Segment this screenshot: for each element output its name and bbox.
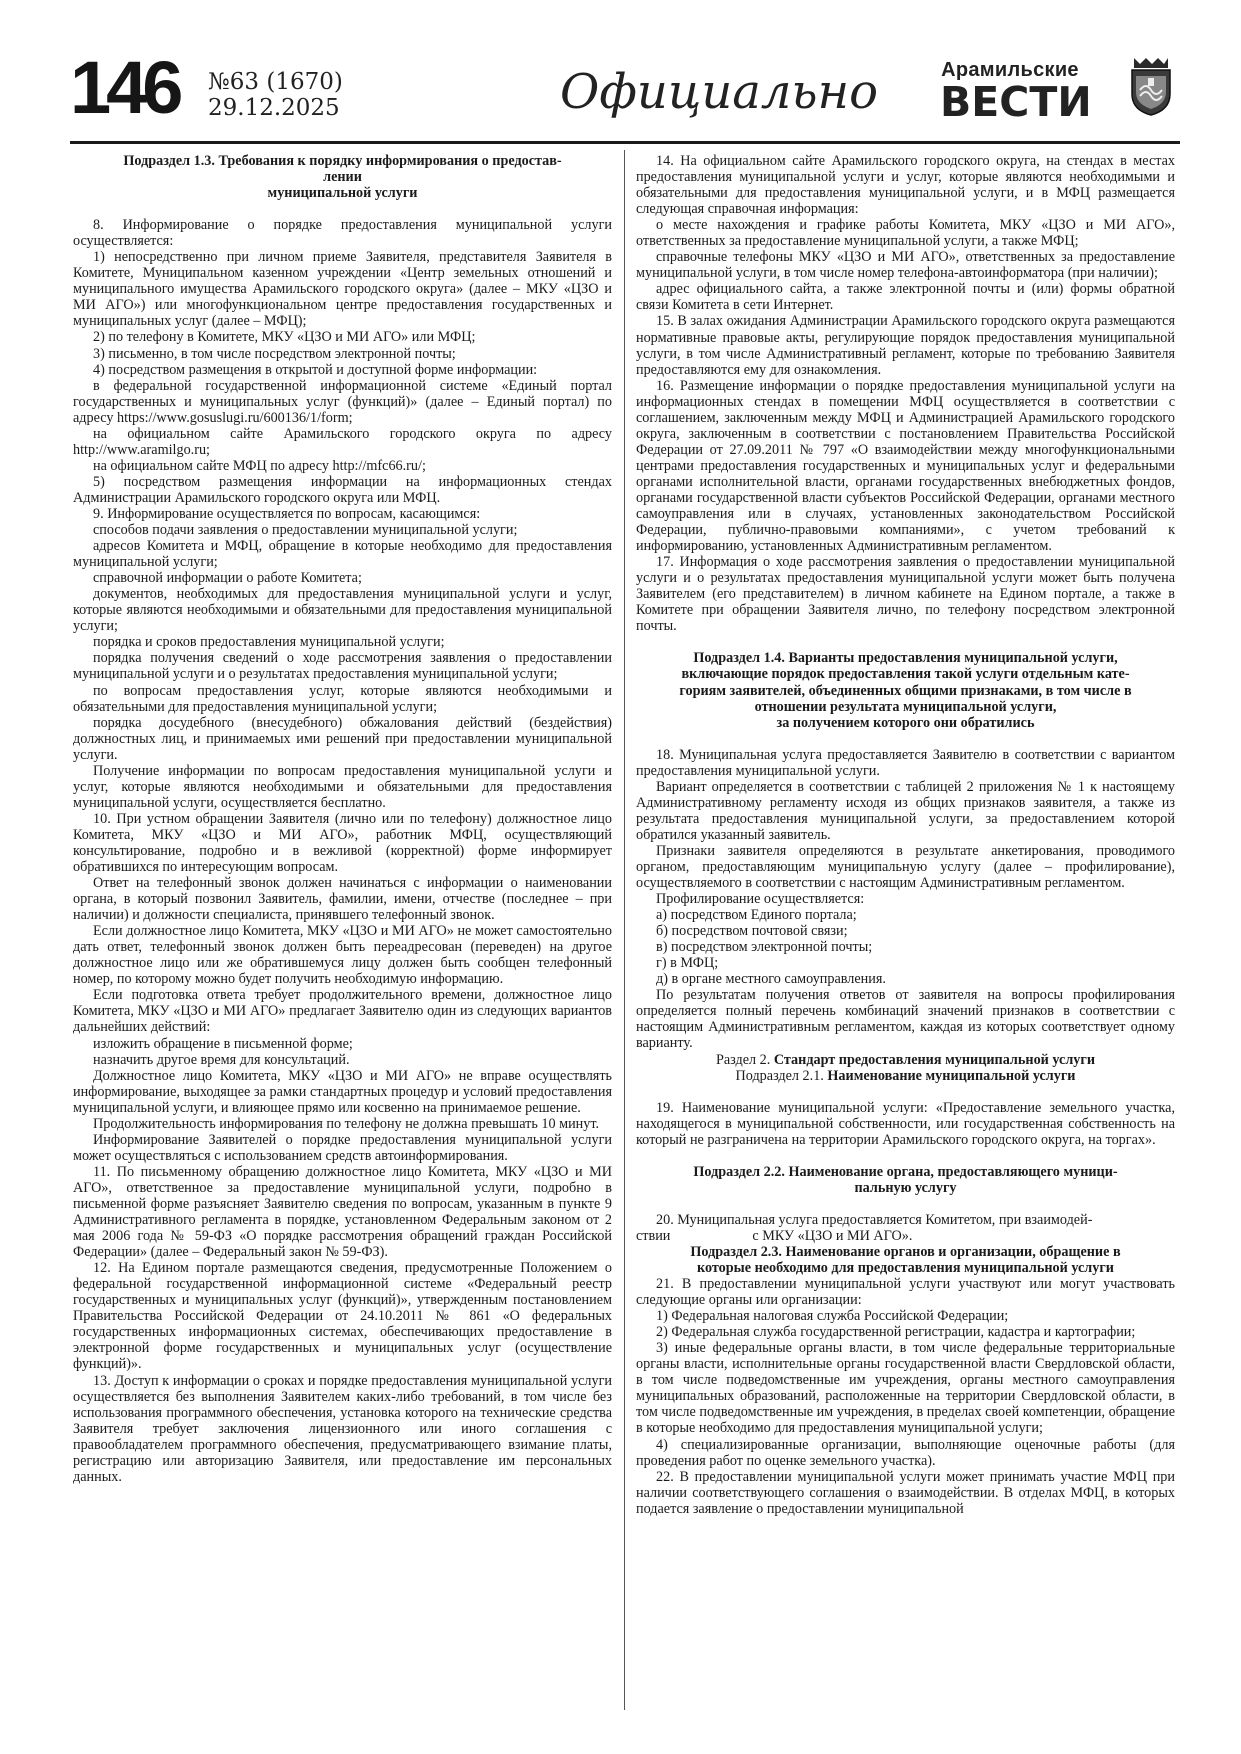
paragraph-14-b: справочные телефоны МКУ «ЦЗО и МИ АГО», ответственных за предоставление муниципальной услуги, в том числе номер телефона-автоинформатора (при наличии); bbox=[636, 249, 1175, 282]
paragraph-10-g: Продолжительность информирования по телефону не должна превышать 10 минут. bbox=[93, 1115, 600, 1132]
paragraph-18-c: Профилирование осуществляется: bbox=[656, 891, 865, 908]
paragraph-9-f: порядка получения сведений о ходе рассмотрения заявления о предоставлении муниципальной услуги и о результатах предоставления муниципальной услуги; bbox=[73, 650, 612, 683]
paragraph-18-c5: д) в органе местного самоуправления. bbox=[656, 971, 886, 988]
subsection-1-4-heading: Подраздел 1.4. Варианты предоставления муниципальной услуги, включающие порядок предоставления такой услуги отдельным кате- гориям заявителей, объединенных общими признаками, в том числе в отношении результата муниципальной услуги, за получением которого они обратились bbox=[679, 650, 1132, 731]
coat-of-arms-icon bbox=[1126, 56, 1176, 116]
paragraph-18: 18. Муниципальная услуга предоставляется Заявителю в соответствии с вариантом предоставления муниципальной услуги. bbox=[636, 746, 1175, 779]
paragraph-9-c: справочной информации о работе Комитета; bbox=[93, 570, 362, 587]
section-title: Официально bbox=[560, 64, 879, 120]
paragraph-8-4a: в федеральной государственной информационной системе «Единый портал государственных и муниципальных услуг (функций)» (далее – Единый портал) по адресу https://www.gosuslugi.ru/600136/1/form; bbox=[73, 377, 612, 426]
paragraph-18-c2: б) посредством почтовой связи; bbox=[656, 923, 848, 940]
paragraph-8-3: 3) письменно, в том числе посредством электронной почты; bbox=[93, 345, 456, 362]
paragraph-9: 9. Информирование осуществляется по вопросам, касающимся: bbox=[93, 505, 481, 522]
paragraph-8-4c: на официальном сайте МФЦ по адресу http://mfc66.ru/; bbox=[93, 457, 426, 474]
paragraph-21-1: 1) Федеральная налоговая служба Российской Федерации; bbox=[656, 1308, 1009, 1325]
paragraph-21-4: 4) специализированные организации, выполняющие оценочные работы (для проведения работ по оценке земельного участка). bbox=[636, 1436, 1175, 1469]
masthead-main-line: ВЕСТИ bbox=[940, 78, 1092, 126]
paragraph-15: 15. В залах ожидания Администрации Арамильского городского округа размещаются нормативные правовые акты, регулирующие порядок предоставления муниципальной услуги, в том числе Административный регламент, которые по требованию Заявителя предоставляются ему для ознакомления. bbox=[636, 313, 1175, 378]
subsection-1-3-heading: Подраздел 1.3. Требования к порядку информирования о предостав- лении муниципальной услуги bbox=[123, 153, 562, 202]
newspaper-masthead bbox=[940, 59, 1092, 126]
paragraph-20: 20. Муниципальная услуга предоставляется Комитетом, при взаимодей- ствии с МКУ «ЦЗО и МИ АГО». bbox=[636, 1211, 1093, 1244]
paragraph-10-d: изложить обращение в письменной форме; bbox=[93, 1035, 353, 1052]
paragraph-10-f: Должностное лицо Комитета, МКУ «ЦЗО и МИ АГО» не вправе осуществлять информирование, выходящее за рамки стандартных процедур и условий предоставления муниципальной услуги, и влияющее прямо или косвенно на принимаемое решение. bbox=[73, 1067, 612, 1116]
paragraph-18-d: По результатам получения ответов от заявителя на вопросы профилирования определяется полный перечень комбинаций значений признаков в соответствии с настоящим Административным регламентом, каждая из которых соответствует одному варианту. bbox=[636, 987, 1175, 1052]
paragraph-8: 8. Информирование о порядке предоставления муниципальной услуги осуществляется: bbox=[73, 217, 612, 250]
paragraph-9-i: Получение информации по вопросам предоставления муниципальной услуги и услуг, которые являются необходимыми и обязательными для предоставления муниципальной услуги, осуществляется бесплатно. bbox=[73, 762, 612, 811]
paragraph-17: 17. Информация о ходе рассмотрения заявления о предоставлении муниципальной услуги и о результатах предоставления муниципальной услуги может быть получена Заявителем (его представителем) в личном кабинете на Едином портале, а также в Комитете при обращении Заявителя лично, по телефону посредством электронной почты. bbox=[636, 554, 1175, 635]
paragraph-9-g: по вопросам предоставления услуг, которые являются необходимыми и обязательными для предоставления муниципальной услуги; bbox=[73, 682, 612, 715]
paragraph-21: 21. В предоставлении муниципальной услуги участвуют или могут участвовать следующие органы или организации: bbox=[636, 1276, 1175, 1309]
paragraph-14-a: о месте нахождения и графике работы Комитета, МКУ «ЦЗО и МИ АГО», ответственных за предоставление муниципальной услуги, а также МФЦ; bbox=[636, 217, 1175, 250]
subsection-2-2-heading: Подраздел 2.2. Наименование органа, предоставляющего муници- пальную услугу bbox=[693, 1163, 1118, 1196]
paragraph-9-h: порядка досудебного (внесудебного) обжалования действий (бездействия) должностных лиц, и принимаемых ими решений при предоставлении муниципальной услуги. bbox=[73, 714, 612, 763]
paragraph-8-1: 1) непосредственно при личном приеме Заявителя, представителя Заявителя в Комитете, Муниципальном казенном учреждении «Центр земельных отношений и муниципального имущества Арамильского городского округа» (далее – МКУ «ЦЗО и МИ АГО») или многофункциональном центре предоставления государственных и муниципальных услуг (далее – МФЦ); bbox=[73, 249, 612, 330]
paragraph-10: 10. При устном обращении Заявителя (лично или по телефону) должностное лицо Комитета, МКУ «ЦЗО и МИ АГО», работник МФЦ, осуществляющий консультирование, подробно и в вежливой (корректной) форме информирует обратившихся по интересующим вопросам. bbox=[73, 810, 612, 876]
paragraph-11: 11. По письменному обращению должностное лицо Комитета, МКУ «ЦЗО и МИ АГО», ответственное за предоставление муниципальной услуги, подробно в письменной форме разъясняет Заявителю сведения по вопросам, указанным в пункте 9 Административного регламента в порядке, установленном Федеральным законом от 2 мая 2006 года № 59-ФЗ «О порядке рассмотрения обращений граждан Российской Федерации» (далее – Федеральный закон № 59-ФЗ). bbox=[73, 1163, 612, 1261]
issue-number: №63 (1670) bbox=[208, 69, 343, 95]
paragraph-8-2: 2) по телефону в Комитете, МКУ «ЦЗО и МИ АГО» или МФЦ; bbox=[93, 329, 476, 346]
issue-info bbox=[208, 69, 343, 121]
right-column bbox=[636, 153, 1175, 1517]
paragraph-21-2: 2) Федеральная служба государственной регистрации, кадастра и картографии; bbox=[656, 1324, 1136, 1341]
paragraph-10-e: назначить другое время для консультаций. bbox=[93, 1051, 350, 1068]
column-divider bbox=[624, 150, 625, 1710]
paragraph-9-b: адресов Комитета и МФЦ, обращение в которые необходимо для предоставления муниципальной услуги; bbox=[73, 538, 612, 571]
paragraph-18-a: Вариант определяется в соответствии с таблицей 2 приложения № 1 к настоящему Административному регламенту исходя из общих признаков заявителя, а также из результата предоставления муниципальной услуги, за предоставлением которой обратился указанный заявитель. bbox=[636, 778, 1175, 843]
subsection-2-3-heading: Подраздел 2.3. Наименование органов и организации, обращение в которые необходимо для предоставления муниципальной услуги bbox=[690, 1243, 1121, 1276]
paragraph-14: 14. На официальном сайте Арамильского городского округа, на стендах в местах предоставления муниципальной услуги и услуг, которые являются необходимыми и обязательными для предоставления муниципальной услуги, и в МФЦ размещается следующая справочная информация: bbox=[636, 153, 1175, 218]
paragraph-21-3: 3) иные федеральные органы власти, в том числе федеральные территориальные органы власти, исполнительные органы государственной власти Свердловской области, в том числе подведомственные им учреждения, органы местного самоуправления муниципальных образований, расположенные на территории Свердловской области, в том числе подведомственные им учреждения, в пределах своей компетенции, обращение в которые необходимо для предоставления муниципальной услуги; bbox=[636, 1340, 1175, 1437]
paragraph-14-c: адрес официального сайта, а также электронной почты и (или) формы обратной связи Комитета в сети Интернет. bbox=[636, 281, 1175, 314]
paragraph-8-4: 4) посредством размещения в открытой и доступной форме информации: bbox=[93, 361, 538, 378]
paragraph-18-c3: в) посредством электронной почты; bbox=[656, 939, 873, 956]
left-column bbox=[73, 153, 612, 1485]
section-2-heading: Раздел 2. Стандарт предоставления муниципальной услуги Подраздел 2.1. Наименование муниципальной услуги bbox=[715, 1051, 1096, 1084]
header-rule bbox=[70, 141, 1180, 144]
paragraph-18-c1: а) посредством Единого портала; bbox=[656, 907, 857, 924]
masthead-top-line: Арамильские bbox=[941, 59, 1079, 81]
paragraph-10-b: Если должностное лицо Комитета, МКУ «ЦЗО и МИ АГО» не может самостоятельно дать ответ, телефонный звонок должен быть переадресован (переведен) на другое должностное лицо или же обратившемуся лицу должен быть сообщен телефонный номер, по которому можно будет получить необходимую информацию. bbox=[73, 923, 612, 988]
paragraph-22: 22. В предоставлении муниципальной услуги может принимать участие МФЦ при наличии соответствующего соглашения о взаимодействии. В отделах МФЦ, в которых подается заявление о предоставлении муниципальной bbox=[636, 1468, 1175, 1517]
paragraph-18-c4: г) в МФЦ; bbox=[656, 955, 719, 972]
paragraph-8-4b: на официальном сайте Арамильского городского округа по адресу http://www.aramilgo.ru; bbox=[73, 425, 612, 458]
paragraph-9-e: порядка и сроков предоставления муниципальной услуги; bbox=[93, 634, 445, 651]
issue-date: 29.12.2025 bbox=[208, 95, 340, 121]
paragraph-12: 12. На Едином портале размещаются сведения, предусмотренные Положением о федеральной государственной информационной системе «Федеральный реестр государственных и муниципальных услуг (функций)», утвержденным постановлением Правительства Российской Федерации от 24.10.2011 № 861 «О федеральных государственных информационных системах, обеспечивающих предоставление в электронной форме государственных и муниципальных услуг (осуществление функций)». bbox=[73, 1260, 612, 1373]
paragraph-16: 16. Размещение информации о порядке предоставления муниципальной услуги на информационных стендах в помещении МФЦ осуществляется в соответствии с соглашением, заключенным между МФЦ и Администрацией Арамильского городского округа, заключенным в соответствии с постановлением Правительства Российской Федерации от 27.09.2011 № 797 «О взаимодействии между многофункциональными центрами предоставления государственных и муниципальных услуг и федеральными органами исполнительной власти, органами государственных внебюджетных фондов, органами государственной власти субъектов Российской Федерации, органами местного самоуправления или в случаях, установленных законодательством Российской Федерации, публично-правовыми компаниями», с учетом требований к информированию, установленных Административным регламентом. bbox=[636, 377, 1175, 555]
paragraph-9-a: способов подачи заявления о предоставлении муниципальной услуги; bbox=[93, 522, 518, 539]
paragraph-10-a: Ответ на телефонный звонок должен начинаться с информации о наименовании органа, в который позвонил Заявитель, фамилии, имени, отчестве (последнее – при наличии) и должности специалиста, принявшего телефонный звонок. bbox=[73, 875, 612, 924]
paragraph-9-d: документов, необходимых для предоставления муниципальной услуги и услуг, которые являются необходимыми и обязательными для предоставления муниципальной услуги; bbox=[73, 586, 612, 635]
paragraph-18-b: Признаки заявителя определяются в результате анкетирования, проводимого органом, предоставляющим муниципальную услугу (далее – профилирование), осуществляемого в соответствии с настоящим Административным регламентом. bbox=[636, 842, 1175, 892]
paragraph-8-5: 5) посредством размещения информации на информационных стендах Администрации Арамильского городского округа или МФЦ. bbox=[73, 473, 612, 506]
page-header bbox=[70, 46, 1180, 140]
paragraph-10-h: Информирование Заявителей о порядке предоставления муниципальной услуги может осуществляться с использованием средств автоинформирования. bbox=[73, 1131, 612, 1164]
paragraph-13: 13. Доступ к информации о сроках и порядке предоставления муниципальной услуги осуществляется без выполнения Заявителем каких-либо требований, в том числе без использования программного обеспечения, установка которого на технические средства Заявителя требует заключения лицензионного или иного соглашения с правообладателем программного обеспечения, предусматривающего взимание платы, регистрацию или авторизацию Заявителя, или предоставление им персональных данных. bbox=[73, 1372, 612, 1485]
paragraph-19: 19. Наименование муниципальной услуги: «Предоставление земельного участка, находящегося в муниципальной собственности, или государственная собственность на который не разграничена на территории Арамильского городского округа, на торгах». bbox=[636, 1099, 1175, 1148]
paragraph-10-c: Если подготовка ответа требует продолжительного времени, должностное лицо Комитета, МКУ «ЦЗО и МИ АГО» предлагает Заявителю один из следующих вариантов дальнейших действий: bbox=[73, 987, 612, 1036]
page-number: 146 bbox=[70, 46, 179, 129]
